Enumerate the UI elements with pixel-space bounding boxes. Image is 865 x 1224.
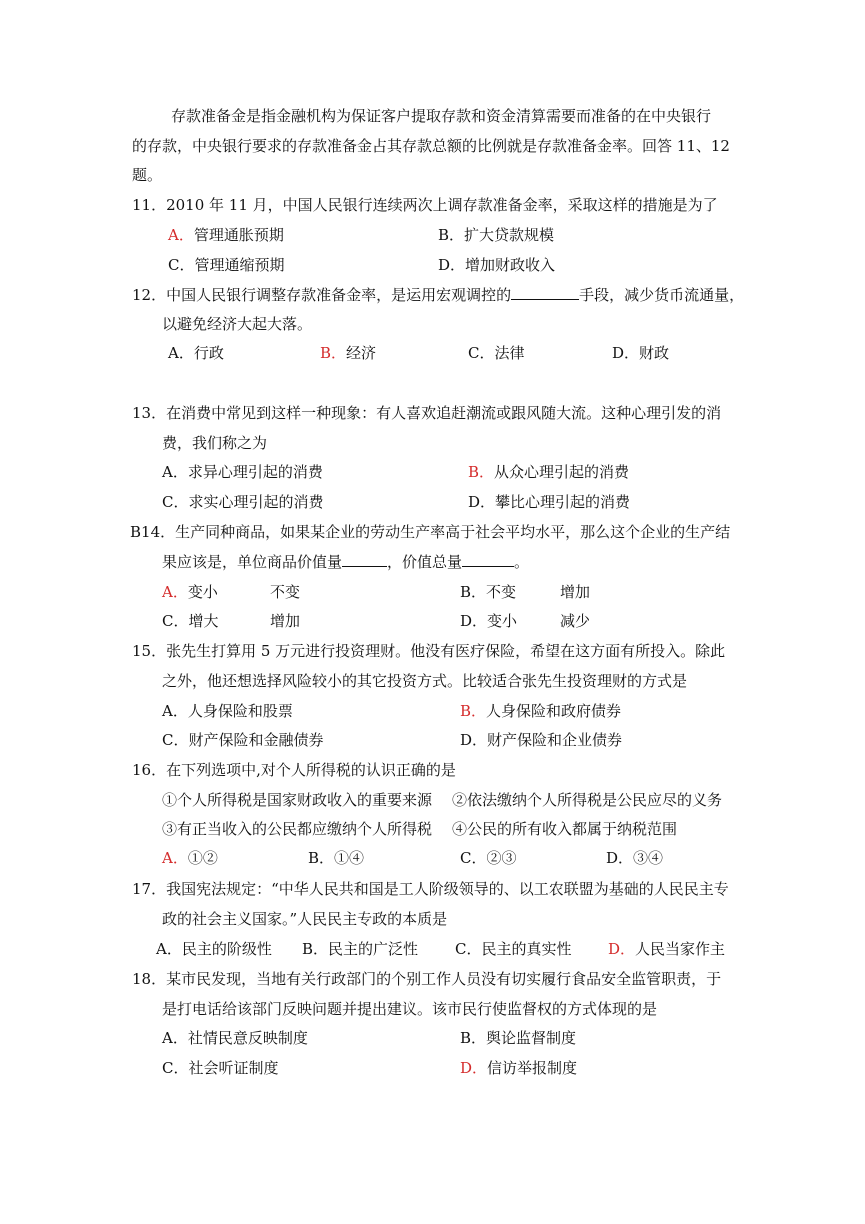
q13-option-b: B．从众心理引起的消费 (468, 463, 630, 481)
q16-statement-1: ①个人所得税是国家财政收入的重要来源 (162, 791, 433, 809)
q12-option-b: B．经济 (320, 344, 377, 362)
q17-option-b: B．民主的广泛性 (302, 940, 419, 958)
intro-line-1: 存款准备金是指金融机构为保证客户提取存款和资金清算需要而准备的在中央银行 (171, 107, 712, 125)
q13-option-c: C．求实心理引起的消费 (162, 493, 324, 511)
q17-option-c: C．民主的真实性 (455, 940, 572, 958)
answer-mark: A． (162, 583, 188, 601)
answer-mark: D． (608, 940, 636, 958)
q18-stem-1: 18．某市民发现，当地有关行政部门的个别工作人员没有切实履行食品安全监管职责，于 (132, 970, 722, 988)
q14-option-b-2: 增加 (560, 583, 591, 601)
q17-stem-2: 政的社会主义国家。”人民民主专政的本质是 (162, 910, 448, 928)
fill-blank (511, 285, 579, 300)
q13-option-a: A．求异心理引起的消费 (162, 463, 323, 481)
q14-option-d-2: 减少 (560, 612, 591, 630)
q13-stem-1: 13．在消费中常见到这样一种现象：有人喜欢追赶潮流或跟风随大流。这种心理引发的消 (132, 404, 722, 422)
q16-option-d: D．③④ (606, 849, 664, 867)
answer-mark: B． (460, 702, 487, 720)
q18-option-d: D．信访举报制度 (460, 1059, 578, 1077)
q16-statement-3: ③有正当收入的公民都应缴纳个人所得税 (162, 820, 433, 838)
intro-line-2: 的存款，中央银行要求的存款准备金占其存款总额的比例就是存款准备金率。回答 11、12 (132, 137, 730, 155)
answer-mark: A． (168, 226, 194, 244)
q11-option-b: B．扩大贷款规模 (438, 226, 555, 244)
q13-stem-2: 费，我们称之为 (162, 434, 268, 452)
intro-line-3: 题。 (132, 166, 163, 184)
answer-mark: D． (460, 1059, 488, 1077)
q18-option-b: B．舆论监督制度 (460, 1029, 577, 1047)
q17-stem-1: 17．我国宪法规定：“中华人民共和国是工人阶级领导的、以工农联盟为基础的人民民主专 (132, 880, 729, 898)
q11-option-a: A．管理通胀预期 (168, 226, 284, 244)
q16-stem: 16．在下列选项中,对个人所得税的认识正确的是 (132, 761, 456, 779)
answer-mark: B． (320, 344, 347, 362)
q15-option-a: A．人身保险和股票 (162, 702, 293, 720)
q12-option-a: A．行政 (168, 344, 224, 362)
q12-stem-2: 以避免经济大起大落。 (162, 315, 313, 333)
q14-stem-1: B14．生产同种商品，如果某企业的劳动生产率高于社会平均水平，那么这个企业的生产结 (130, 523, 731, 541)
q12-stem: 12．中国人民银行调整存款准备金率，是运用宏观调控的 手段，减少货币流通量， (132, 286, 745, 304)
q18-option-a: A．社情民意反映制度 (162, 1029, 308, 1047)
q16-option-b: B．①④ (308, 849, 365, 867)
q13-option-d: D．攀比心理引起的消费 (468, 493, 631, 511)
q14-option-c: C．增大 (162, 612, 219, 630)
q14-option-a-2: 不变 (270, 583, 301, 601)
q18-stem-2: 是打电话给该部门反映问题并提出建议。该市民行使监督权的方式体现的是 (162, 1000, 658, 1018)
q15-stem-1: 15．张先生打算用 5 万元进行投资理财。他没有医疗保险，希望在这方面有所投入。除此 (132, 642, 726, 660)
q12-option-d: D．财政 (612, 344, 670, 362)
q14-option-a: A．变小 (162, 583, 218, 601)
q16-statement-4: ④公民的所有收入都属于纳税范围 (452, 820, 678, 838)
q15-option-d: D．财产保险和企业债券 (460, 731, 623, 749)
q16-option-c: C．②③ (460, 849, 517, 867)
q17-option-a: A．民主的阶级性 (156, 940, 272, 958)
q15-option-c: C．财产保险和金融债券 (162, 731, 324, 749)
q16-statement-2: ②依法缴纳个人所得税是公民应尽的义务 (452, 791, 723, 809)
q14-option-d: D．变小 (460, 612, 518, 630)
answer-mark: B． (468, 463, 495, 481)
q14-option-b: B．不变 (460, 583, 517, 601)
q14-option-c-2: 增加 (270, 612, 301, 630)
q12-option-c: C．法律 (468, 344, 525, 362)
q18-option-c: C．社会听证制度 (162, 1059, 279, 1077)
fill-blank (462, 552, 514, 567)
q15-stem-2: 之外，他还想选择风险较小的其它投资方式。比较适合张先生投资理财的方式是 (162, 672, 688, 690)
fill-blank (342, 552, 387, 567)
q14-stem-2: 果应该是，单位商品价值量 ，价值总量 。 (162, 553, 530, 571)
q16-option-a: A．①② (162, 849, 218, 867)
q17-option-d: D．人民当家作主 (608, 940, 726, 958)
q15-option-b: B．人身保险和政府债券 (460, 702, 622, 720)
q11-option-c: C．管理通缩预期 (168, 256, 285, 274)
q11-stem: 11．2010 年 11 月，中国人民银行连续两次上调存款准备金率，采取这样的措施是为了 (132, 196, 718, 214)
answer-mark: A． (162, 849, 188, 867)
q11-option-d: D．增加财政收入 (438, 256, 556, 274)
